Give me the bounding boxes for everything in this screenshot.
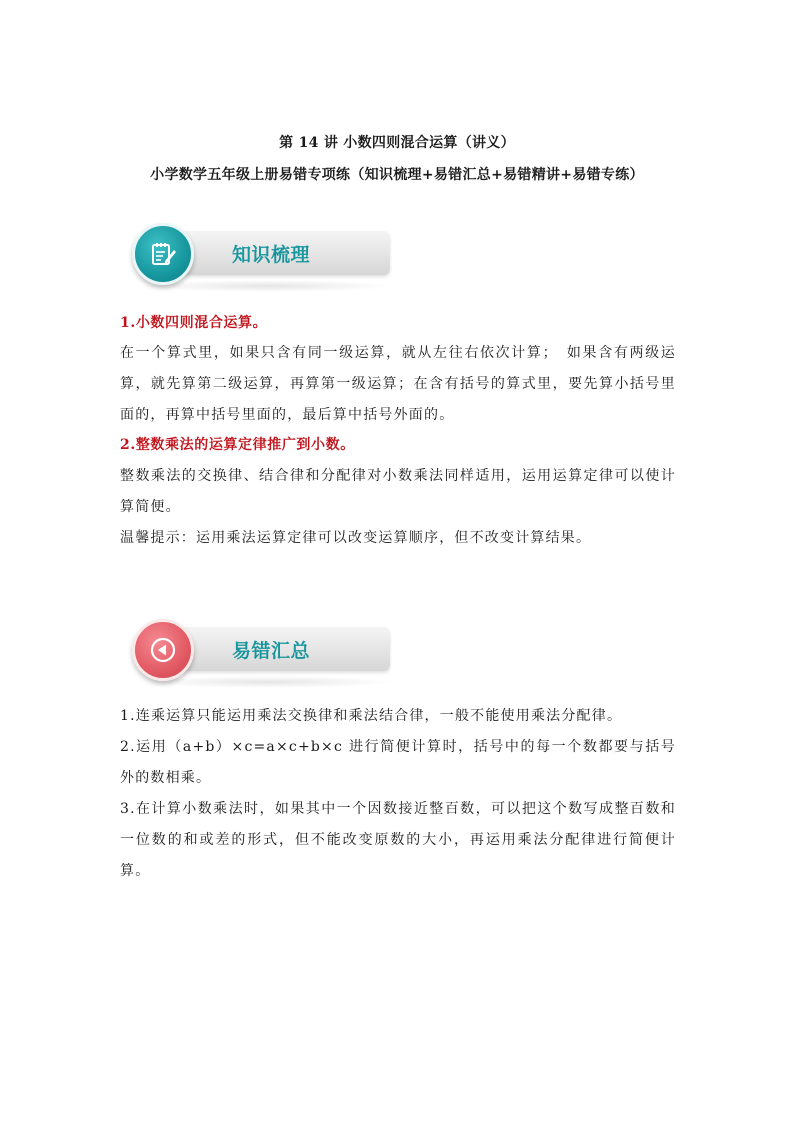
page-title: 第 14 讲 小数四则混合运算（讲义） — [279, 135, 515, 151]
banner-label: 易错汇总 — [232, 640, 311, 662]
play-back-icon — [132, 619, 194, 681]
banner-label: 知识梳理 — [232, 244, 311, 266]
list-item: 3.在计算小数乘法时，如果其中一个因数接近整百数，可以把这个数写成整百数和一位数的和或差的形式，但不能改变原数的大小，再运用乘法分配律进行简便计算。 — [120, 801, 676, 879]
paragraph: 在一个算式里，如果只含有同一级运算，就从左往右依次计算； 如果含有两级运算，就先算第二级运算，再算第一级运算；在含有括号的算式里，要先算小括号里面的，再算中括号里面的，最后算中括号外面的。 — [120, 345, 676, 423]
list-item: 2.运用（a+b）×c=a×c+b×c 进行简便计算时，括号中的每一个数都要与括号外的数相乘。 — [120, 739, 676, 786]
paragraph: 整数乘法的交换律、结合律和分配律对小数乘法同样适用，运用运算定律可以使计算简便。 — [120, 468, 676, 515]
section-banner-knowledge — [122, 222, 392, 294]
section-heading: 2.整数乘法的运算定律推广到小数。 — [120, 437, 355, 453]
notepad-pencil-icon — [132, 223, 194, 285]
list-item: 1.连乘运算只能运用乘法交换律和乘法结合律，一般不能使用乘法分配律。 — [120, 708, 623, 724]
banner-shadow — [142, 280, 394, 292]
section-heading: 1.小数四则混合运算。 — [120, 315, 268, 331]
tip-text: 温馨提示：运用乘法运算定律可以改变运算顺序，但不改变计算结果。 — [120, 530, 592, 546]
banner-shadow — [142, 676, 394, 688]
page-subtitle: 小学数学五年级上册易错专项练（知识梳理+易错汇总+易错精讲+易错专练） — [150, 167, 644, 183]
section-banner-errors — [122, 618, 392, 690]
